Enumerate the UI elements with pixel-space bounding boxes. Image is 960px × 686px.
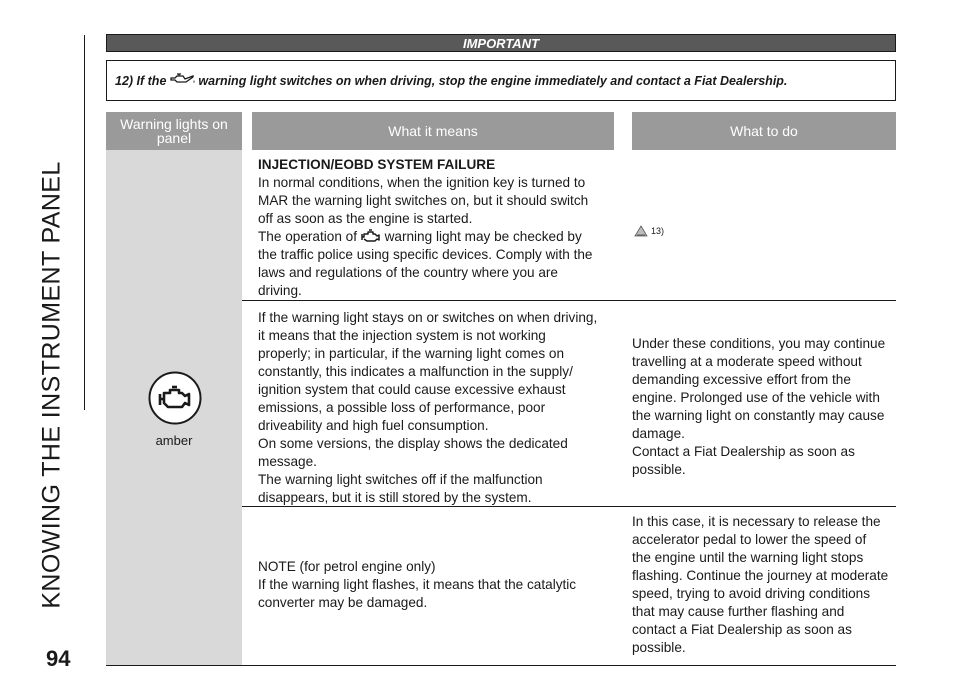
- header-what-to-do: What to do: [632, 112, 896, 150]
- row2-line: constantly, this indicates a malfunction in the supply/: [258, 364, 573, 379]
- row-divider: [242, 506, 896, 507]
- row1-line: off as soon as the engine is started.: [258, 211, 473, 226]
- page-number: 94: [46, 646, 71, 671]
- engine-check-icon: [361, 229, 381, 243]
- row3-action-line: that may cause further flashing and: [632, 604, 845, 619]
- chapter-rule: [84, 35, 85, 410]
- row2-action-line: possible.: [632, 462, 686, 477]
- row3-action-line: flashing. Continue the journey at moderate: [632, 568, 889, 583]
- row1-line: the traffic police using specific devices. Comply with the: [258, 247, 593, 262]
- row2-action-line: travelling at a moderate speed without: [632, 354, 862, 369]
- row3-meaning: [258, 558, 618, 612]
- header-warning-lights: Warning lights on panel: [106, 112, 242, 150]
- header-what-it-means: What it means: [252, 112, 614, 150]
- row1-meaning: [258, 156, 618, 300]
- important-note-prefix: 12) If the: [115, 73, 167, 88]
- row3-action: [632, 513, 900, 657]
- row2-action-line: Contact a Fiat Dealership as soon as: [632, 444, 855, 459]
- important-note-text: warning light switches on when driving, stop the engine immediately and contact a Fiat Dealership.: [198, 73, 788, 88]
- row3-line: converter may be damaged.: [258, 595, 428, 610]
- oil-pressure-icon: [169, 73, 195, 88]
- row2-action-line: the warning light on constantly may cause: [632, 408, 885, 423]
- row2-action-line: engine. Prolonged use of the vehicle with: [632, 390, 880, 405]
- important-note: [106, 60, 896, 101]
- row3-line: If the warning light flashes, it means that the catalytic: [258, 577, 577, 592]
- row1-title: INJECTION/EOBD SYSTEM FAILURE: [258, 157, 496, 172]
- row2-line: The warning light switches off if the malfunction: [258, 472, 543, 487]
- row1-line: laws and regulations of the country where you are: [258, 265, 558, 280]
- row1-line-with-icon: [258, 228, 618, 246]
- row1-action: [634, 222, 664, 240]
- row2-action-line: Under these conditions, you may continue: [632, 336, 886, 351]
- row3-action-line: speed, trying to avoid driving conditions: [632, 586, 871, 601]
- row2-action: [632, 335, 900, 479]
- row2-line: driveability and high fuel consumption.: [258, 418, 489, 433]
- row3-line: NOTE (for petrol engine only): [258, 559, 436, 574]
- row2-line: disappears, but it is still stored by the system.: [258, 490, 532, 505]
- row2-line: ignition system that could cause excessive exhaust: [258, 382, 566, 397]
- row3-action-line: In this case, it is necessary to release the: [632, 514, 881, 529]
- table-bottom-rule: [106, 665, 896, 666]
- row2-line: On some versions, the display shows the dedicated: [258, 436, 568, 451]
- row2-line: message.: [258, 454, 317, 469]
- row1-line: driving.: [258, 283, 302, 298]
- row2-line: it means that the injection system is not working: [258, 328, 546, 343]
- row2-line: If the warning light stays on or switches on when driving,: [258, 310, 598, 325]
- light-color-label: amber: [155, 433, 193, 448]
- row1-line: MAR the warning light switches on, but it should switch: [258, 193, 589, 208]
- row2-line: emissions, a possible loss of performance, poor: [258, 400, 546, 415]
- row2-line: properly; in particular, if the warning light comes on: [258, 346, 565, 361]
- row3-action-line: contact a Fiat Dealership as soon as: [632, 622, 852, 637]
- row1-line: In normal conditions, when the ignition key is turned to: [258, 175, 586, 190]
- row2-action-line: damage.: [632, 426, 685, 441]
- row3-action-line: possible.: [632, 640, 686, 655]
- row3-action-line: the engine until the warning light stops: [632, 550, 864, 565]
- chapter-title: KNOWING THE INSTRUMENT PANEL: [37, 161, 66, 609]
- row3-action-line: accelerator pedal to lower the speed of: [632, 532, 867, 547]
- engine-check-icon: [148, 367, 202, 434]
- warning-symbol-icon: [634, 225, 648, 237]
- row2-meaning: [258, 309, 618, 507]
- row1-icon-suffix: warning light may be checked by: [384, 229, 582, 244]
- important-header: IMPORTANT: [106, 34, 896, 52]
- row1-action-ref: 13): [651, 226, 665, 236]
- row-divider: [242, 300, 896, 301]
- row2-action-line: demanding excessive effort from the: [632, 372, 851, 387]
- row1-icon-prefix: The operation of: [258, 229, 357, 244]
